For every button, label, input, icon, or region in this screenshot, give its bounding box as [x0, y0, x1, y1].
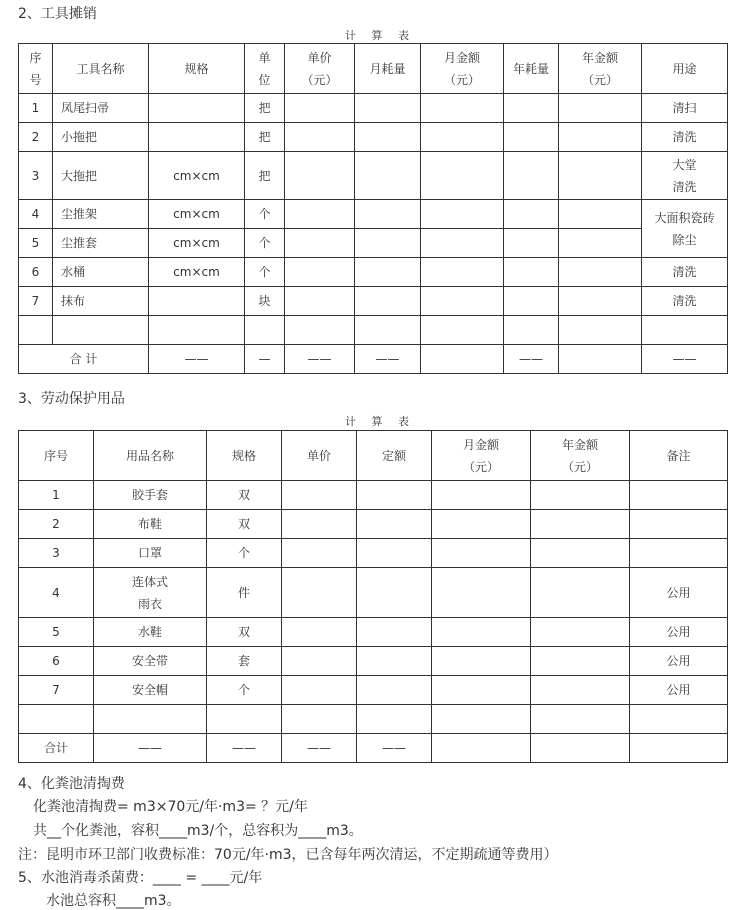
item-spec: 双 [207, 618, 282, 647]
tool-name: 小拖把 [53, 123, 149, 152]
protective-supplies-table [18, 430, 728, 763]
item-spec: 双 [207, 510, 282, 539]
row-number: 5 [19, 229, 53, 258]
header-cell: 定额 [357, 431, 432, 481]
table-row [19, 287, 728, 316]
item-spec: 个 [207, 676, 282, 705]
tool-spec [149, 94, 245, 123]
table-row-empty [19, 705, 728, 734]
item-spec: 套 [207, 647, 282, 676]
tool-spec: cm×cm [149, 258, 245, 287]
header-cell: 工具名称 [53, 44, 149, 94]
septic-volume-line: 共__个化粪池，容积____m3/个，总容积为____m3。 [33, 823, 363, 839]
total-label: 合 计 [19, 345, 149, 374]
tool-spec: cm×cm [149, 229, 245, 258]
tool-unit: 个 [245, 200, 285, 229]
row-number: 6 [19, 647, 94, 676]
section3-heading: 3、劳动保护用品 [18, 391, 125, 407]
tool-use: 清洗 [642, 123, 728, 152]
table-row [19, 510, 728, 539]
table-row [19, 152, 728, 200]
septic-fee-formula: 化粪池清掏费= m3×70元/年·m3= ？元/年 [33, 799, 308, 815]
item-note: 公用 [630, 676, 728, 705]
section5-heading: 5、水池消毒杀菌费：____ = ____元/年 [18, 870, 263, 886]
header-cell: 用品名称 [94, 431, 207, 481]
table-total-row [19, 734, 728, 763]
header-cell: 备注 [630, 431, 728, 481]
header-cell: 规格 [149, 44, 245, 94]
item-name: 布鞋 [94, 510, 207, 539]
row-number: 4 [19, 200, 53, 229]
row-number: 5 [19, 618, 94, 647]
item-spec: 件 [207, 568, 282, 618]
total-yearly-qty: —— [504, 345, 559, 374]
tool-name: 抹布 [53, 287, 149, 316]
item-name: 安全帽 [94, 676, 207, 705]
tool-amortization-table [18, 43, 728, 374]
table-row [19, 676, 728, 705]
tool-name: 大拖把 [53, 152, 149, 200]
total-monthly-qty: —— [355, 345, 421, 374]
total-label: 合计 [19, 734, 94, 763]
tool-name: 尘推套 [53, 229, 149, 258]
tool-name: 水桶 [53, 258, 149, 287]
header-cell: 用途 [642, 44, 728, 94]
table-row [19, 539, 728, 568]
header-cell: 月金额 （元） [432, 431, 531, 481]
total-use: —— [642, 345, 728, 374]
item-note: 公用 [630, 568, 728, 618]
tool-use: 大面积瓷砖 除尘 [642, 200, 728, 258]
header-cell: 序号 [19, 431, 94, 481]
row-number: 2 [19, 123, 53, 152]
item-name: 连体式 雨衣 [94, 568, 207, 618]
header-cell: 月金额 （元） [421, 44, 504, 94]
row-number: 3 [19, 152, 53, 200]
tool-unit: 把 [245, 123, 285, 152]
table-row [19, 618, 728, 647]
header-cell: 单 位 [245, 44, 285, 94]
tool-unit: 把 [245, 94, 285, 123]
section2-table-caption: 计 算 表 [345, 29, 415, 42]
tool-use: 清洗 [642, 287, 728, 316]
item-name: 水鞋 [94, 618, 207, 647]
tool-name: 尘推架 [53, 200, 149, 229]
item-name: 胶手套 [94, 481, 207, 510]
table-header-row [19, 431, 728, 481]
total-price: —— [282, 734, 357, 763]
header-cell: 单价 [282, 431, 357, 481]
table-row [19, 647, 728, 676]
table-row [19, 94, 728, 123]
table-row [19, 481, 728, 510]
item-spec: 双 [207, 481, 282, 510]
table-row [19, 258, 728, 287]
header-cell: 年耗量 [504, 44, 559, 94]
section2-heading: 2、工具摊销 [18, 6, 97, 22]
row-number: 4 [19, 568, 94, 618]
header-cell: 月耗量 [355, 44, 421, 94]
item-spec: 个 [207, 539, 282, 568]
tool-unit: 个 [245, 258, 285, 287]
row-number: 3 [19, 539, 94, 568]
tool-spec: cm×cm [149, 152, 245, 200]
header-cell: 序 号 [19, 44, 53, 94]
row-number: 1 [19, 94, 53, 123]
row-number: 7 [19, 676, 94, 705]
item-note: 公用 [630, 618, 728, 647]
tool-use: 清扫 [642, 94, 728, 123]
item-name: 安全带 [94, 647, 207, 676]
tool-unit: 块 [245, 287, 285, 316]
tool-unit: 把 [245, 152, 285, 200]
total-spec: —— [149, 345, 245, 374]
fee-standard-note: 注：昆明市环卫部门收费标准：70元/年·m3，已含每年两次清运，不定期疏通等费用） [18, 847, 558, 863]
section3-table-caption: 计 算 表 [345, 415, 415, 428]
section4-heading: 4、化粪池清掏费 [18, 776, 125, 792]
total-spec: —— [207, 734, 282, 763]
item-note [630, 539, 728, 568]
tool-spec: cm×cm [149, 200, 245, 229]
total-price: —— [285, 345, 355, 374]
row-number: 2 [19, 510, 94, 539]
table-row [19, 229, 728, 258]
table-row [19, 568, 728, 618]
row-number: 1 [19, 481, 94, 510]
item-name: 口罩 [94, 539, 207, 568]
total-name: —— [94, 734, 207, 763]
item-note: 公用 [630, 647, 728, 676]
tool-spec [149, 123, 245, 152]
tool-unit: 个 [245, 229, 285, 258]
table-total-row [19, 345, 728, 374]
row-number: 6 [19, 258, 53, 287]
table-row [19, 200, 728, 229]
item-note [630, 481, 728, 510]
header-cell: 年金额 （元） [531, 431, 630, 481]
tool-use: 清洗 [642, 258, 728, 287]
table-row-empty [19, 316, 728, 345]
tool-use: 大堂 清洗 [642, 152, 728, 200]
header-cell: 单价 （元） [285, 44, 355, 94]
header-cell: 规格 [207, 431, 282, 481]
tool-name: 凤尾扫帚 [53, 94, 149, 123]
total-unit: — [245, 345, 285, 374]
row-number: 7 [19, 287, 53, 316]
total-quota: —— [357, 734, 432, 763]
tool-spec [149, 287, 245, 316]
pool-volume-line: 水池总容积____m3。 [46, 893, 181, 909]
item-note [630, 510, 728, 539]
header-cell: 年金额 （元） [559, 44, 642, 94]
table-row [19, 123, 728, 152]
table-header-row [19, 44, 728, 94]
